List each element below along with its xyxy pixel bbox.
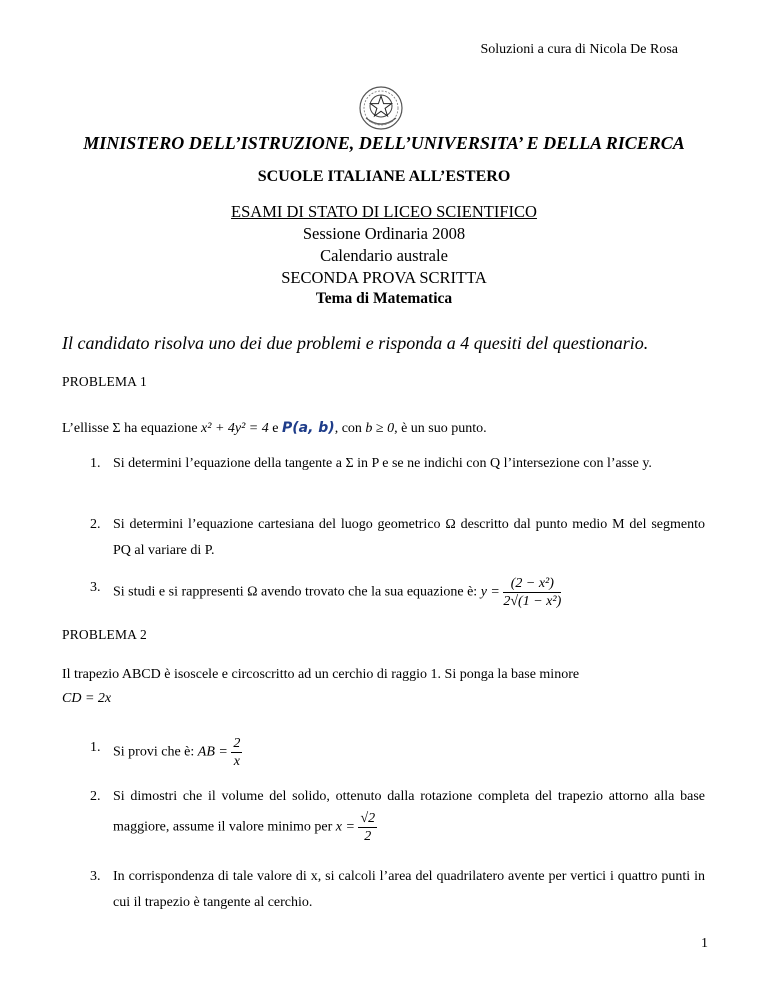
item-number: 2. bbox=[90, 789, 101, 804]
ab-fraction bbox=[231, 735, 242, 770]
problem2-item-1 bbox=[90, 735, 705, 770]
item-number: 3. bbox=[90, 869, 101, 884]
item-text: Si provi che è: bbox=[113, 744, 195, 760]
item-text: Si determini l’equazione della tangente a Σ in P e se ne indichi con Q l’intersezione con l’asse y. bbox=[113, 456, 652, 471]
point-p: P(a, b) bbox=[281, 420, 335, 436]
problem1-item-2 bbox=[90, 512, 705, 564]
omega-fraction bbox=[503, 575, 561, 610]
problem1-intro-b: e bbox=[272, 421, 279, 436]
condition-b: b ≥ 0 bbox=[365, 421, 395, 436]
problem1-intro bbox=[62, 420, 487, 437]
instruction-text: Il candidato risolva uno dei due problemi e risponda a 4 quesiti del questionario. bbox=[62, 333, 649, 353]
item-number: 1. bbox=[90, 456, 101, 471]
item-body bbox=[113, 784, 705, 845]
fraction-denominator: 2 bbox=[364, 829, 372, 844]
ellipse-equation: x² + 4y² = 4 bbox=[201, 421, 269, 436]
problem2-intro bbox=[62, 663, 705, 711]
problem1-intro-a: L’ellisse Σ ha equazione bbox=[62, 421, 198, 436]
prova-label: SECONDA PROVA SCRITTA bbox=[281, 268, 487, 287]
item-text: In corrispondenza di tale valore di x, si calcoli l’area del quadrilatero avente per vertici i quattro punti in cui il trapezio è tangente al cerchio. bbox=[113, 869, 705, 910]
problem2-intro-text: Il trapezio ABCD è isoscele e circoscritto ad un cerchio di raggio 1. Si ponga la base minore bbox=[62, 667, 580, 682]
problem2-title: PROBLEMA 2 bbox=[62, 627, 147, 642]
italian-republic-emblem-icon bbox=[357, 84, 405, 132]
item-number: 3. bbox=[90, 580, 101, 595]
fraction-numerator: (2 − x²) bbox=[503, 575, 561, 593]
calendar-label: Calendario australe bbox=[320, 246, 448, 265]
tema-label: Tema di Matematica bbox=[315, 290, 453, 307]
item-body bbox=[113, 735, 705, 770]
ministry-title: MINISTERO DELL’ISTRUZIONE, DELL’UNIVERSITA’ E DELLA RICERCA bbox=[83, 133, 685, 153]
item-number: 1. bbox=[90, 740, 101, 755]
problem2-item-2 bbox=[90, 784, 705, 845]
equation-lhs: x = bbox=[335, 819, 355, 835]
item-text: Si dimostri che il volume del solido, ottenuto dalla rotazione completa del trapezio attorno alla base maggiore, assume il valore minimo per bbox=[113, 789, 705, 835]
problem1-title: PROBLEMA 1 bbox=[62, 374, 147, 389]
problem2-item-3 bbox=[90, 864, 705, 916]
equation-lhs: y = bbox=[480, 584, 500, 600]
author-note: Soluzioni a cura di Nicola De Rosa bbox=[480, 42, 678, 57]
page-number: 1 bbox=[701, 936, 708, 951]
problem1-intro-c: , con bbox=[334, 421, 362, 436]
item-text: Si determini l’equazione cartesiana del luogo geometrico Ω descritto dal punto medio M del segmento PQ al variare di P. bbox=[113, 517, 705, 558]
session-label: Sessione Ordinaria 2008 bbox=[302, 224, 466, 243]
fraction-denominator: 2√(1 − x²) bbox=[503, 594, 562, 609]
fraction-denominator: x bbox=[233, 754, 240, 769]
base-equation: CD = 2x bbox=[62, 691, 112, 706]
fraction-numerator: √2 bbox=[360, 811, 376, 826]
problem1-item-1 bbox=[90, 451, 705, 477]
problem1-intro-d: , è un suo punto. bbox=[394, 421, 487, 436]
scuole-title: SCUOLE ITALIANE ALL’ESTERO bbox=[257, 168, 511, 185]
item-text: Si studi e si rappresenti Ω avendo trovato che la sua equazione è: bbox=[113, 584, 478, 600]
exam-title: ESAMI DI STATO DI LICEO SCIENTIFICO bbox=[231, 202, 537, 221]
item-number: 2. bbox=[90, 517, 101, 532]
fraction-numerator: 2 bbox=[233, 736, 241, 751]
equation-lhs: AB = bbox=[197, 744, 228, 760]
x-fraction bbox=[358, 810, 377, 845]
item-body bbox=[113, 575, 705, 610]
problem1-item-3 bbox=[90, 575, 705, 610]
